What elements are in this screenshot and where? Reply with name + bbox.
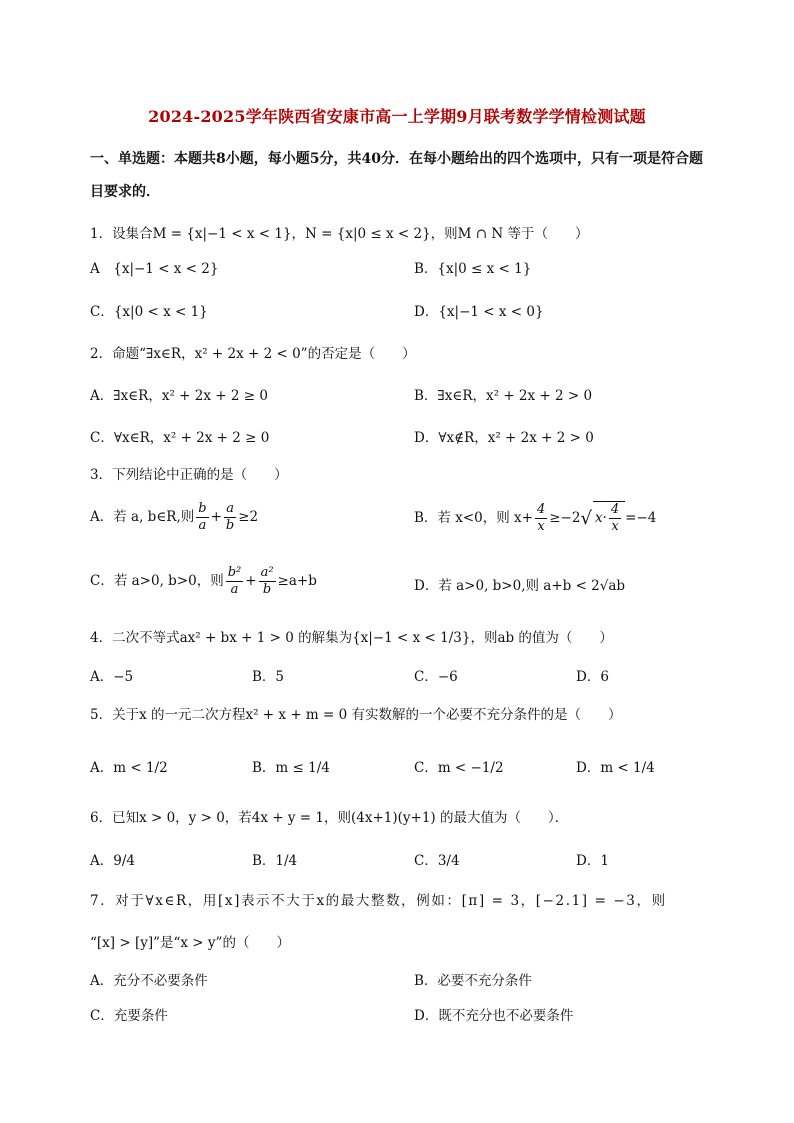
- q4-option-c[interactable]: C．−6: [414, 669, 458, 685]
- q7-option-b[interactable]: B．必要不充分条件: [414, 973, 532, 989]
- page-title: 2024-2025学年陕西省安康市高一上学期9月联考数学学情检测试题: [148, 107, 646, 126]
- question-5: 5．关于x 的一元二次方程x² + x + m = 0 有实数解的一个必要不充分条件的是（ ）: [90, 707, 622, 723]
- q2-option-a[interactable]: A．∃x∈R，x² + 2x + 2 ≥ 0: [90, 388, 268, 404]
- q1-option-b[interactable]: B．{x|0 ≤ x < 1}: [414, 261, 532, 277]
- question-2: 2．命题“∃x∈R，x² + 2x + 2 < 0”的否定是（ ）: [90, 346, 416, 362]
- q5-option-d[interactable]: D．m < 1/4: [576, 760, 655, 776]
- question-6: 6．已知x > 0，y > 0，若4x + y = 1，则(4x+1)(y+1) 的最大值为（ ）．: [90, 810, 569, 826]
- q2-option-b[interactable]: B．∃x∈R，x² + 2x + 2 > 0: [414, 388, 593, 404]
- question-4: 4．二次不等式ax² + bx + 1 > 0 的解集为{x|−1 < x < 1/3}，则ab 的值为（ ）: [90, 630, 613, 646]
- q5-option-a[interactable]: A．m < 1/2: [90, 760, 168, 776]
- radicand: x· $\frac{4}{x}$: [593, 501, 625, 535]
- q3-b-suffix: =−4: [625, 510, 657, 526]
- section-heading: 一、单选题：本题共8小题，每小题5分，共40分．在每小题给出的四个选项中，只有一项是符合题目要求的．: [90, 151, 703, 200]
- fraction-4-over-x: $\frac{4}{x}$: [536, 502, 546, 534]
- q7-option-d[interactable]: D．既不充分也不必要条件: [414, 1008, 574, 1024]
- q3-b-middle: ≥−2: [549, 510, 581, 526]
- fraction-b-over-a: $\frac{b}{a}$: [198, 501, 207, 533]
- q3-c-prefix: C．若 a>0, b>0，则: [90, 573, 224, 589]
- q6-option-a[interactable]: A．9/4: [90, 853, 135, 869]
- q3-option-c[interactable]: C．若 a>0, b>0，则 $\frac{\text{b²}}{a}$ + $\frac{\text{a²}}{b}$ ≥a+b: [90, 565, 317, 597]
- q3-a-prefix: A．若 a, b∈R,则: [90, 509, 195, 525]
- q2-option-d[interactable]: D．∀x∉R，x² + 2x + 2 > 0: [414, 430, 594, 446]
- q1-option-a[interactable]: A {x|−1 < x < 2}: [90, 261, 219, 277]
- q6-option-d[interactable]: D．1: [576, 853, 609, 869]
- fraction-a2-over-b: $\frac{\text{a²}}{b}$: [260, 565, 274, 597]
- q3-c-suffix: ≥a+b: [277, 573, 317, 589]
- q2-option-c[interactable]: C．∀x∈R，x² + 2x + 2 ≥ 0: [90, 430, 270, 446]
- q5-option-c[interactable]: C．m < −1/2: [414, 760, 504, 776]
- q6-option-c[interactable]: C．3/4: [414, 853, 460, 869]
- q3-option-d[interactable]: D．若 a>0, b>0,则 a+b < 2√ab: [414, 578, 626, 594]
- question-7: 7．对于∀x∈R，用[x]表示不大于x的最大整数，例如：[π] = 3，[−2.1] = −3，则: [90, 893, 667, 909]
- fraction-a-over-b: $\frac{a}{b}$: [225, 501, 235, 533]
- q1-option-c[interactable]: C．{x|0 < x < 1}: [90, 304, 208, 320]
- q5-option-b[interactable]: B．m ≤ 1/4: [252, 760, 330, 776]
- q3-option-a[interactable]: A．若 a, b∈R,则 $\frac{b}{a}$ + $\frac{a}{b}$ ≥2: [90, 501, 259, 533]
- radical-icon: √: [580, 508, 592, 529]
- q6-option-b[interactable]: B．1/4: [252, 853, 298, 869]
- fraction-b2-over-a: $\frac{\text{b²}}{a}$: [227, 565, 242, 597]
- question-7-continued: “[x] > [y]”是“x > y”的（ ）: [90, 935, 290, 951]
- q3-option-b[interactable]: [414, 501, 656, 535]
- q4-option-b[interactable]: B．5: [252, 669, 285, 685]
- q4-option-d[interactable]: D．6: [576, 669, 609, 685]
- q1-option-d[interactable]: D．{x|−1 < x < 0}: [414, 304, 544, 320]
- q3-a-suffix: ≥2: [238, 509, 259, 525]
- q4-option-a[interactable]: A．−5: [90, 669, 134, 685]
- q7-option-c[interactable]: C．充要条件: [90, 1008, 168, 1024]
- q3-b-prefix: B．若 x<0，则 x+: [414, 510, 533, 526]
- q7-option-a[interactable]: A．充分不必要条件: [90, 973, 208, 989]
- question-3: 3．下列结论中正确的是（ ）: [90, 467, 288, 483]
- question-1: 1．设集合M = {x|−1 < x < 1}，N = {x|0 ≤ x < 2}，则M ∩ N 等于（ ）: [90, 226, 589, 242]
